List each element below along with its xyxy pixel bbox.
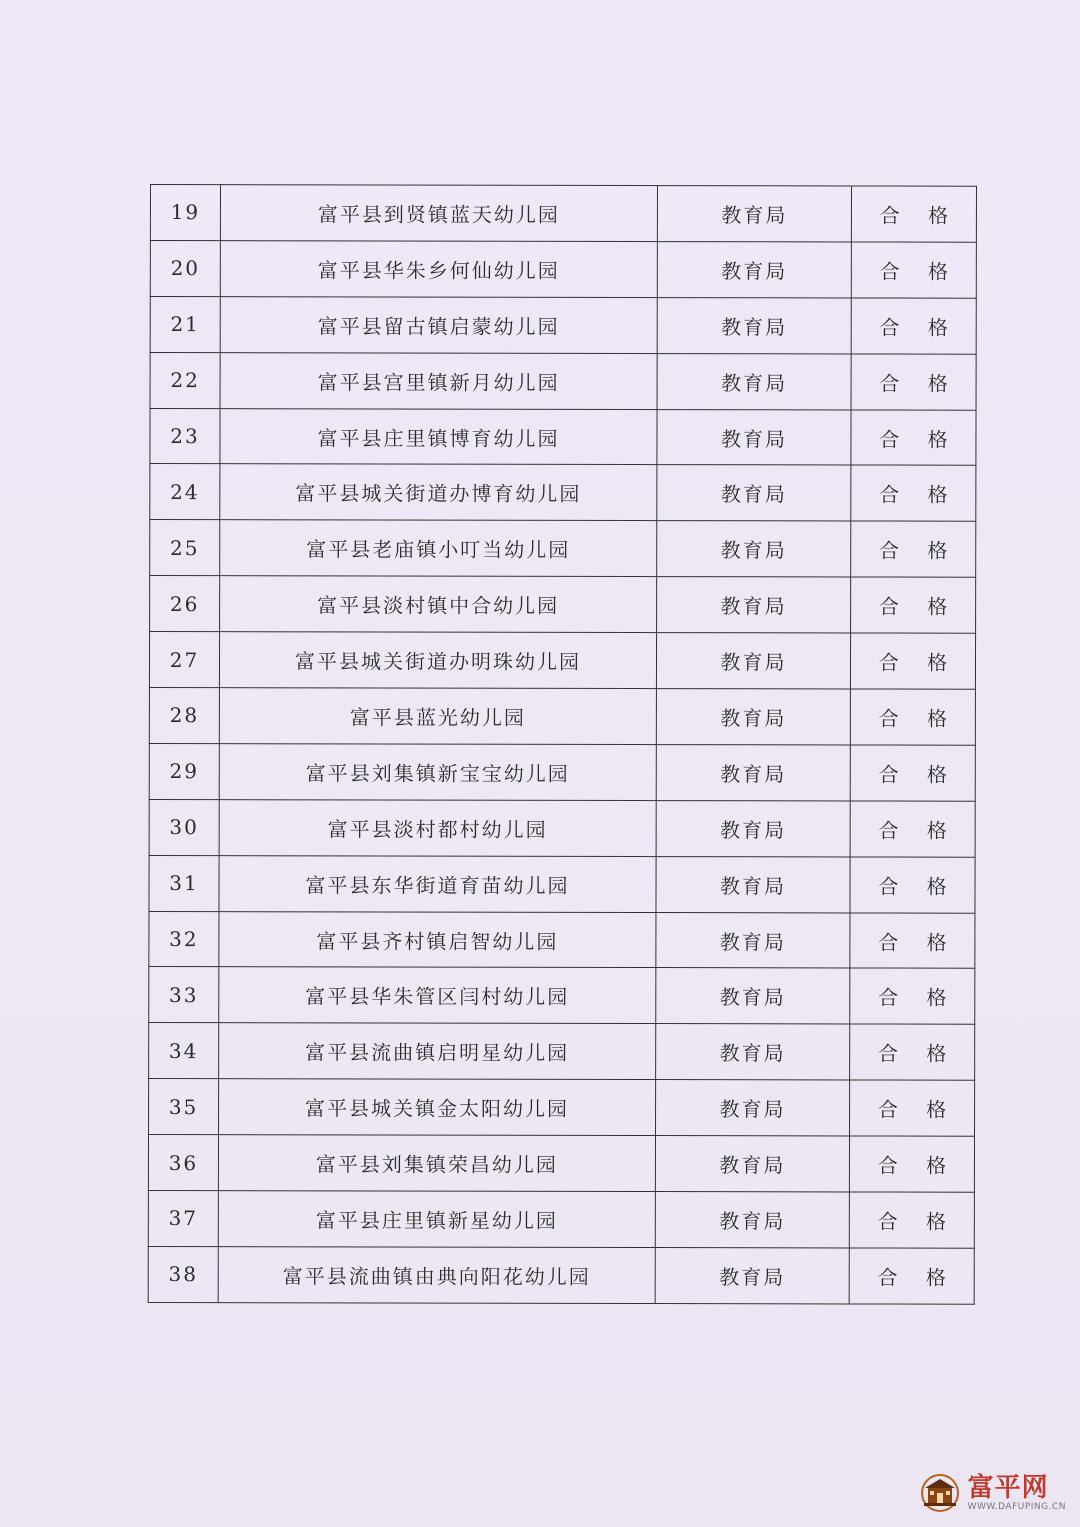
- department-cell: 教育局: [655, 1247, 849, 1303]
- table-row: [149, 911, 975, 969]
- kindergarten-name-cell: 富平县齐村镇启智幼儿园: [219, 911, 656, 968]
- result-cell: [849, 1136, 974, 1192]
- table-row: [150, 185, 976, 243]
- table-row: [149, 1079, 975, 1137]
- result-cell: [850, 913, 975, 969]
- row-number-cell: 28: [149, 688, 219, 744]
- result-cell: [851, 577, 976, 633]
- row-number-cell: 36: [148, 1135, 218, 1191]
- result-text: 合 格: [878, 818, 947, 843]
- row-number-cell: 38: [148, 1246, 218, 1302]
- kindergarten-name-cell: 富平县东华街道育苗幼儿园: [219, 855, 656, 912]
- row-number-cell: 34: [149, 1023, 219, 1079]
- result-text: 合 格: [878, 874, 947, 899]
- department-cell: 教育局: [656, 968, 850, 1024]
- row-number-cell: 20: [150, 240, 220, 296]
- department-cell: 教育局: [656, 744, 850, 800]
- row-number-cell: 22: [150, 352, 220, 408]
- result-cell: [851, 186, 976, 242]
- table-row: [149, 688, 975, 746]
- kindergarten-name-cell: 富平县城关镇金太阳幼儿园: [219, 1079, 656, 1136]
- kindergarten-name-cell: 富平县刘集镇新宝宝幼儿园: [219, 744, 656, 801]
- result-cell: [850, 801, 975, 857]
- row-number-cell: 35: [149, 1079, 219, 1135]
- row-number-cell: 25: [150, 520, 220, 576]
- kindergarten-name-cell: 富平县刘集镇荣昌幼儿园: [218, 1135, 655, 1192]
- row-number-cell: 33: [149, 967, 219, 1023]
- kindergarten-name-cell: 富平县流曲镇启明星幼儿园: [219, 1023, 656, 1080]
- result-cell: [850, 745, 975, 801]
- result-text: 合 格: [879, 203, 949, 228]
- table-row: [149, 632, 975, 690]
- result-text: 合 格: [879, 427, 948, 452]
- kindergarten-name-cell: 富平县留古镇启蒙幼儿园: [220, 296, 657, 353]
- row-number-cell: 31: [149, 855, 219, 911]
- result-text: 合 格: [877, 1041, 947, 1066]
- department-cell: 教育局: [656, 856, 850, 912]
- result-cell: [851, 298, 976, 354]
- result-cell: [849, 1192, 974, 1248]
- result-text: 合 格: [877, 1153, 947, 1178]
- kindergarten-name-cell: 富平县华朱乡何仙幼儿园: [220, 241, 657, 298]
- department-cell: 教育局: [655, 1136, 849, 1192]
- result-cell: [851, 521, 976, 577]
- kindergarten-name-cell: 富平县城关街道办博育幼儿园: [220, 464, 657, 521]
- table-row: [149, 743, 975, 801]
- result-text: 合 格: [878, 762, 947, 787]
- result-text: 合 格: [878, 650, 948, 675]
- watermark-url: WWW.DAFUPING.CN: [967, 1501, 1066, 1512]
- kindergarten-name-cell: 富平县华朱管区闫村幼儿园: [219, 967, 656, 1024]
- result-text: 合 格: [879, 538, 948, 563]
- result-text: 合 格: [879, 371, 948, 396]
- result-cell: [850, 968, 975, 1024]
- table-row: [149, 799, 975, 857]
- result-text: 合 格: [878, 985, 947, 1011]
- kindergarten-name-cell: 富平县到贤镇蓝天幼儿园: [220, 185, 657, 242]
- row-number-cell: 37: [148, 1191, 218, 1247]
- department-cell: 教育局: [657, 465, 851, 521]
- row-number-cell: 19: [150, 185, 220, 241]
- department-cell: 教育局: [657, 409, 851, 465]
- result-text: 合 格: [879, 315, 948, 340]
- result-cell: [850, 1080, 975, 1136]
- department-cell: 教育局: [657, 241, 851, 297]
- department-cell: 教育局: [656, 912, 850, 968]
- table-row: [148, 1191, 974, 1249]
- row-number-cell: 27: [149, 632, 219, 688]
- result-text: 合 格: [877, 1265, 946, 1290]
- watermark-site-name: 富平网: [967, 1472, 1049, 1503]
- result-cell: [850, 1024, 975, 1080]
- row-number-cell: 21: [150, 296, 220, 352]
- department-cell: 教育局: [657, 186, 851, 242]
- row-number-cell: 30: [149, 799, 219, 855]
- table-row: [150, 352, 976, 410]
- table-row: [149, 855, 975, 913]
- building-gate-icon: [918, 1473, 962, 1513]
- row-number-cell: 24: [150, 464, 220, 520]
- table-row: [149, 967, 975, 1025]
- row-number-cell: 23: [150, 408, 220, 464]
- result-cell: [850, 857, 975, 913]
- table-row: [150, 576, 976, 634]
- result-cell: [849, 1248, 974, 1304]
- site-watermark: [918, 1473, 1066, 1513]
- row-number-cell: 26: [150, 576, 220, 632]
- kindergarten-name-cell: 富平县流曲镇由典向阳花幼儿园: [218, 1247, 655, 1304]
- table-row: [150, 464, 976, 522]
- result-cell: [851, 242, 976, 298]
- table-row: [150, 408, 976, 466]
- department-cell: 教育局: [657, 297, 851, 353]
- result-text: 合 格: [877, 1097, 947, 1122]
- result-cell: [851, 465, 976, 521]
- department-cell: 教育局: [657, 577, 851, 633]
- result-text: 合 格: [879, 259, 949, 284]
- result-text: 合 格: [877, 1209, 947, 1234]
- result-text: 合 格: [878, 930, 947, 955]
- result-cell: [851, 410, 976, 466]
- row-number-cell: 29: [149, 743, 219, 799]
- result-cell: [850, 633, 975, 689]
- table-row: [150, 240, 976, 298]
- table-row: [148, 1135, 974, 1193]
- kindergarten-name-cell: 富平县老庙镇小叮当幼儿园: [220, 520, 657, 577]
- department-cell: 教育局: [656, 689, 850, 745]
- kindergarten-name-cell: 富平县城关街道办明珠幼儿园: [219, 632, 656, 689]
- department-cell: 教育局: [656, 1024, 850, 1080]
- row-number-cell: 32: [149, 911, 219, 967]
- kindergarten-name-cell: 富平县蓝光幼儿园: [219, 688, 656, 745]
- kindergarten-name-cell: 富平县庄里镇博育幼儿园: [220, 408, 657, 465]
- result-cell: [850, 689, 975, 745]
- kindergarten-name-cell: 富平县淡村镇中合幼儿园: [220, 576, 657, 633]
- kindergarten-name-cell: 富平县庄里镇新星幼儿园: [218, 1191, 655, 1248]
- department-cell: 教育局: [657, 353, 851, 409]
- result-text: 合 格: [878, 706, 948, 731]
- result-text: 合 格: [879, 482, 948, 508]
- kindergarten-inspection-table: [148, 184, 977, 1305]
- result-text: 合 格: [878, 594, 948, 619]
- department-cell: 教育局: [656, 1080, 850, 1136]
- department-cell: 教育局: [655, 1192, 849, 1248]
- table-row: [150, 520, 976, 578]
- table-row: [148, 1246, 974, 1304]
- kindergarten-name-cell: 富平县淡村都村幼儿园: [219, 799, 656, 856]
- result-cell: [851, 354, 976, 410]
- kindergarten-name-cell: 富平县宫里镇新月幼儿园: [220, 352, 657, 409]
- department-cell: 教育局: [656, 800, 850, 856]
- table-row: [149, 1023, 975, 1081]
- department-cell: 教育局: [656, 633, 850, 689]
- table-row: [150, 296, 976, 354]
- department-cell: 教育局: [657, 521, 851, 577]
